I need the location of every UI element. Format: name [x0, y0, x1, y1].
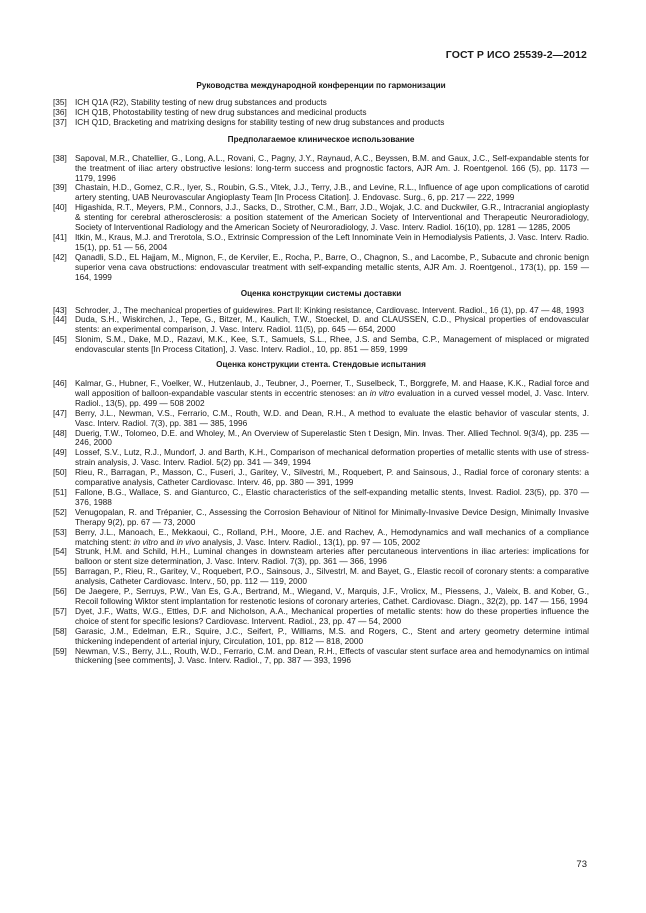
reference-item: [53, 315, 589, 335]
reference-text: ICH Q1A (R2), Stability testing of new drug substances and products: [75, 97, 327, 107]
reference-text: Higashida, R.T., Meyers, P.M., Connors, J.J., Sacks, D., Strother, C.M., Barr, J.D., Wojak, J.C. and Duckwiler, G.R., Intracranial angioplasty & stenting for cerebral atherosclerosis: a position statement of the American Society of Interventional and Therapeutic Neuroradiology, Society of Interventional Radiology and the American Society of Neuroradiology, J. Vasc. Interv. Radiol. 16(10), pp. 1281 — 1285, 2005: [75, 202, 589, 233]
reference-text: De Jaegere, P., Serruys, P.W., Van Es, G.A., Bertrand, M., Wiegand, V., Marquis, J.F., Vrolicx, M., Piessens, J., Valeix, B. and Kober, G., Recoil following Wiktor stent implantation for restenotic lesions of coronary arteries, Cathet. Cardiovasc. Diagn., 32(2), pp. 147 — 156, 1994: [75, 586, 589, 606]
standard-designation: ГОСТ Р ИСО 25539-2—2012: [445, 49, 587, 61]
reference-number: [41]: [53, 231, 67, 242]
reference-item: [53, 379, 589, 409]
reference-text: Duerig, T.W., Tolomeo, D.E. and Wholey, M., An Overview of Superelastic Sten t Design, Min. Invas. Ther. Allied Technol. 9(3/4), pp. 235 — 246, 2000: [75, 427, 589, 448]
reference-text: Qanadli, S.D., EL Hajjam, M., Mignon, F., de Kerviler, E., Rocha, P., Barre, O., Chagnon, S., and Lacombe, P., Subacute and chronic benign superior vena cava obstructions: endovascular treatment with self-expanding metallic stents, AJR Am. J. Roentgenol., 173(1), pp. 159 — 164, 1999: [75, 251, 589, 282]
reference-text: Sapoval, M.R., Chatellier, G., Long, A.L., Rovani, C., Pagny, J.Y., Raynaud, A.C., Beyssen, B.M. and Gaux, J.C., Self-expandable stents for the treatment of iliac artery obstructive lesions: long-term success and prognostic factors, AJR Am. J. Roentgenol. 166 (5), pp. 1173 — 1179, 1996: [75, 152, 589, 183]
reference-number: [53]: [53, 526, 67, 537]
reference-number: [39]: [53, 182, 67, 193]
reference-number: [40]: [53, 202, 67, 213]
reference-item: [53, 508, 589, 528]
reference-item: [53, 647, 589, 667]
reference-text: Fallone, B.G., Wallace, S. and Gianturco, C., Elastic characteristics of the self-expanding metallic stents, Invest. Radiol. 23(5), pp. 370 — 376, 1988: [75, 487, 589, 507]
reference-number: [56]: [53, 586, 67, 597]
section-delivery-system: [53, 289, 589, 356]
reference-number: [58]: [53, 625, 67, 636]
reference-item: [53, 627, 589, 647]
reference-text: Slonim, S.M., Dake, M.D., Razavi, M.K., Kee, S.T., Samuels, S.L., Rhee, J.S. and Semba, C.P., Management of misplaced or migrated endovascular stents [In Process Citation], J. Vasc. Interv. Radiol., 10, pp. 851 — 859, 1999: [75, 334, 589, 355]
reference-item: [53, 488, 589, 508]
reference-text: Strunk, H.M. and Schild, H.H., Luminal changes in downsteam arteries after percutaneous interventions in iliac arteries: implications for balloon or stent size determination, J. Vasc. Interv. Radiol. 7(3), pp. 361 — 366, 1996: [75, 546, 589, 567]
reference-item: [53, 587, 589, 607]
page-number: 73: [576, 859, 587, 870]
reference-number: [46]: [53, 378, 67, 389]
reference-item: [53, 607, 589, 627]
reference-item: [53, 448, 589, 468]
reference-number: [36]: [53, 106, 67, 117]
reference-number: [37]: [53, 116, 67, 127]
section-heading: Оценка конструкции системы доставки: [240, 288, 402, 298]
reference-text: ICH Q1D, Bracketing and matrixing designs for stability testing of new drug substances and products: [75, 116, 445, 127]
reference-number: [44]: [53, 314, 67, 325]
reference-text: Berry, J.L., Newman, V.S., Ferrario, C.M., Routh, W.D. and Dean, R.H., A method to evaluate the elastic behavior of vascular stents, J. Vasc. Interv. Radiol. 7(3), pp. 381 — 385, 1996: [75, 407, 589, 428]
section-clinical-use: [53, 135, 589, 283]
reference-text: Rieu, R., Barragan, P., Masson, C., Fuseri, J., Garitey, V., Silvestri, M., Roquebert, P. and Sainsous, J., Radial force of coronary stents: a comparative analysis, Catheter Cardiovasc. Interv. 46, pp. 380 — 391, 1999: [75, 467, 589, 488]
reference-item: [53, 233, 589, 253]
reference-number: [35]: [53, 97, 67, 107]
section-ich-guidelines: [53, 81, 589, 128]
section-heading: Руководства международной конференции по гармонизации: [196, 81, 446, 90]
reference-text: Schroder, J., The mechanical properties of guidewires. Part II: Kinking resistance, Cardiovasc. Intervent. Radiol., 16 (1), pp. 47 — 48, 1993: [75, 304, 584, 315]
reference-number: [49]: [53, 447, 67, 458]
reference-number: [51]: [53, 487, 67, 497]
reference-text: Barragan, P., Rieu, R., Garitey, V., Roquebert, P.O., Sainsous, J., Silvestrl, M. and Bayet, G., Elastic recoil of coronary stents: a comparative analysis, Catheter Cardiovasc. Interv., 50, pp. 112 — 119, 2000: [75, 566, 589, 587]
reference-number: [57]: [53, 605, 67, 616]
reference-text: ICH Q1B, Photostability testing of new drug substances and medicinal products: [75, 106, 367, 117]
reference-text: Duda, S.H., Wiskirchen, J., Tepe, G., Bitzer, M., Kaulich, T.W., Stoeckel, D. and CLAUSSEN, C.D., Physical properties of endovascular stents: an experimental comparison, J. Vasc. Interv. Radiol. 11(5), pp. 645 — 654, 2000: [75, 314, 589, 335]
reference-item: [53, 183, 589, 203]
reference-text: Garasic, J.M., Edelman, E.R., Squire, J.C., Seifert, P., Williams, M.S. and Rogers, C., Stent and artery geometry determine intimal thickening independent of arterial injury, Circulation, 101, pp. 812 — 818, 2000: [75, 625, 589, 646]
reference-item: [53, 409, 589, 429]
reference-number: [52]: [53, 506, 67, 517]
reference-number: [45]: [53, 334, 67, 345]
reference-item: [53, 468, 589, 488]
section-heading: Предполагаемое клиническое использование: [227, 134, 415, 144]
reference-text: Itkin, M., Kraus, M.J. and Trerotola, S.O., Extrinsic Compression of the Left Innominate Vein in Hemodialysis Patients, J. Vasc. Interv. Radio. 15(1), pp. 51 — 56, 2004: [75, 231, 589, 252]
reference-number: [59]: [53, 645, 67, 656]
reference-item: [53, 528, 589, 548]
reference-item: [53, 567, 589, 587]
reference-text: Kalmar, G., Hubner, F., Voelker, W., Hutzenlaub, J., Teubner, J., Poerner, T., Suselbeck, T., Borggrefe, M. and Haase, K.K., Radial force and wall apposition of balloon-expandable vascular stents in eccentric stenoses: an in vitro evaluation in a curved vessel model, J. Vasc. Interv. Radiol., 13(5), pp. 499 — 508 2002: [75, 378, 590, 408]
section-heading: Оценка конструкции стента. Стендовые испытания: [216, 360, 426, 370]
reference-text: Newman, V.S., Berry, J.L., Routh, W.D., Ferrario, C.M. and Dean, R.H., Effects of vascular stent surface area and hemodynamics on intimal thickening [see comments], J. Vasc. Interv. Radiol., 7, pp. 387 — 393, 1996: [75, 645, 589, 666]
reference-item: [53, 547, 589, 567]
reference-item: [53, 154, 589, 184]
reference-number: [50]: [53, 467, 67, 478]
reference-text: Lossef, S.V., Lutz, R.J., Mundorf, J. and Barth, K.H., Comparison of mechanical deformation properties of metallic stents with use of stress-strain analysis, J. Vasc. Interv. Radiol. 5(2) pp. 341 — 349, 1994: [75, 447, 589, 468]
reference-item: [53, 335, 589, 355]
reference-text: Chastain, H.D., Gomez, C.R., Iyer, S., Roubin, G.S., Vitek, J.J., Terry, J.B., and Levine, R.L., Influence of age upon complications of carotid artery stenting, UAB Neurovascular Angioplasty Team [In Process Citation]. J. Endovasc. Surg., 6, pp. 217 — 222, 1999: [75, 182, 589, 203]
reference-number: [43]: [53, 304, 67, 315]
reference-item: [53, 429, 589, 449]
reference-item: [53, 203, 589, 233]
reference-text: Berry, J.L., Manoach, E., Mekkaoui, C., Rolland, P.H., Moore, J.E. and Rachev, A., Hemodynamics and wall mechanics of a compliance matching stent: in vitro and in vivo analysis, J. Vasc. Interv. Radiol., 13(1), pp. 97 — 105, 2002: [75, 526, 589, 547]
reference-number: [48]: [53, 427, 67, 438]
reference-text: Venugopalan, R. and Trépanier, C., Assessing the Corrosion Behaviour of Nitinol for Minimally-Invasive Device Design, Minimally Invasive Therapy 9(2), pp. 67 — 73, 2000: [75, 506, 589, 527]
section-stent-bench-tests: [53, 360, 589, 666]
reference-text: Dyet, J.F., Watts, W.G., Ettles, D.F. and Nicholson, A.A., Mechanical properties of metallic stents: how do these properties influence the choice of stent for specific lesions? Cardiovasc. Intervent. Radiol., 23, pp. 47 — 54, 2000: [75, 605, 589, 626]
reference-item: [53, 253, 589, 283]
references-content: [53, 81, 589, 666]
reference-number: [54]: [53, 546, 67, 557]
reference-number: [55]: [53, 566, 67, 577]
reference-number: [42]: [53, 251, 67, 262]
reference-number: [38]: [53, 152, 67, 163]
reference-number: [47]: [53, 407, 67, 418]
reference-item: [53, 118, 589, 128]
